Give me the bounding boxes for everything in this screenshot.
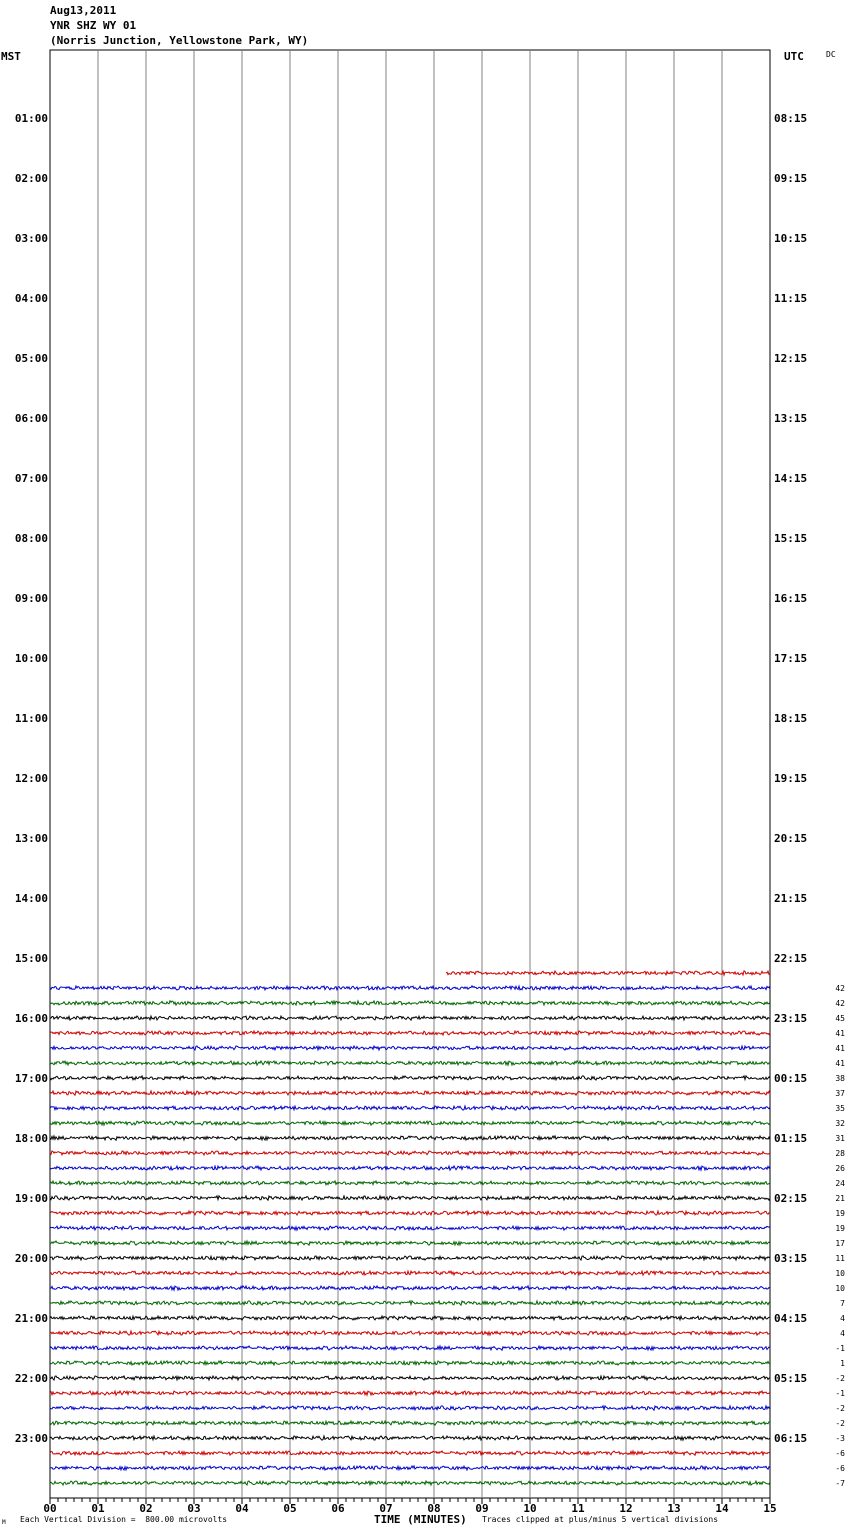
x-tick-label: 12 [619,1502,633,1515]
corner-mark: M [2,1519,6,1526]
utc-hour-label: 19:15 [774,772,808,785]
utc-hour-label: 11:15 [774,292,808,305]
utc-hour-label: 21:15 [774,892,808,905]
mst-hour-label: 02:00 [14,172,48,185]
row-value-label: 21 [835,1194,845,1203]
mst-zone-label: MST [1,50,21,63]
seismic-trace [50,1031,770,1035]
seismic-trace [50,1256,770,1260]
utc-hour-label: 10:15 [774,232,808,245]
row-value-label: 42 [835,984,845,993]
row-value-label: 17 [835,1239,845,1248]
x-tick-label: 11 [571,1502,585,1515]
utc-hour-label: 13:15 [774,412,808,425]
utc-hour-label: 12:15 [774,352,808,365]
utc-hour-label: 14:15 [774,472,808,485]
clip-note: Traces clipped at plus/minus 5 vertical divisions [482,1515,719,1524]
row-value-label: 38 [835,1074,845,1083]
seismic-trace [50,1376,770,1380]
row-value-label: 1 [840,1359,845,1368]
utc-hour-label: 01:15 [774,1132,808,1145]
mst-hour-label: 21:00 [14,1312,48,1325]
seismic-trace [50,1316,770,1320]
mst-hour-label: 14:00 [14,892,48,905]
row-value-label: 28 [835,1149,845,1158]
utc-hour-label: 00:15 [774,1072,808,1085]
row-value-label: -7 [835,1479,845,1488]
row-value-label: -2 [835,1419,845,1428]
seismic-trace [50,1061,770,1065]
x-tick-label: 05 [283,1502,297,1515]
row-value-label: -6 [835,1449,845,1458]
dc-label: DC [826,50,836,59]
seismic-trace [446,971,770,975]
x-tick-label: 02 [139,1502,153,1515]
seismic-trace [50,1331,770,1335]
header-date: Aug13,2011 [50,4,117,17]
utc-zone-label: UTC [784,50,804,63]
x-tick-label: 10 [523,1502,537,1515]
x-tick-label: 09 [475,1502,489,1515]
x-tick-label: 01 [91,1502,105,1515]
utc-hour-label: 18:15 [774,712,808,725]
mst-hour-label: 16:00 [14,1012,48,1025]
mst-hour-label: 11:00 [14,712,48,725]
seismic-trace [50,986,770,990]
row-value-label: 11 [835,1254,845,1263]
seismic-trace [50,1391,770,1395]
seismic-trace [50,1076,770,1080]
seismic-trace [50,1196,770,1200]
utc-hour-label: 16:15 [774,592,808,605]
seismic-trace [50,1181,770,1185]
row-value-label: -2 [835,1374,845,1383]
utc-hour-label: 05:15 [774,1372,808,1385]
seismic-trace [50,1301,770,1305]
seismic-trace [50,1481,770,1485]
x-tick-label: 03 [187,1502,201,1515]
utc-hour-label: 22:15 [774,952,808,965]
mst-hour-label: 19:00 [14,1192,48,1205]
mst-hour-label: 13:00 [14,832,48,845]
row-value-label: 32 [835,1119,845,1128]
mst-hour-label: 20:00 [14,1252,48,1265]
utc-hour-label: 08:15 [774,112,808,125]
x-tick-label: 04 [235,1502,249,1515]
row-value-label: -1 [835,1389,845,1398]
mst-hour-label: 15:00 [14,952,48,965]
seismic-trace [50,1226,770,1230]
seismic-trace [50,1136,770,1140]
mst-hour-label: 08:00 [14,532,48,545]
mst-hour-label: 05:00 [14,352,48,365]
mst-hour-label: 03:00 [14,232,48,245]
utc-hour-label: 04:15 [774,1312,808,1325]
x-tick-label: 08 [427,1502,441,1515]
header-location: (Norris Junction, Yellowstone Park, WY) [50,34,309,47]
x-tick-label: 07 [379,1502,393,1515]
plot-frame [50,50,770,1498]
seismic-trace [50,1421,770,1425]
seismic-trace [50,1211,770,1215]
row-value-label: 42 [835,999,845,1008]
utc-hour-label: 03:15 [774,1252,808,1265]
row-value-label: 31 [835,1134,845,1143]
utc-hour-label: 06:15 [774,1432,808,1445]
mst-hour-label: 06:00 [14,412,48,425]
seismic-trace [50,1241,770,1245]
x-tick-label: 00 [43,1502,57,1515]
row-value-label: -1 [835,1344,845,1353]
row-value-label: 35 [835,1104,845,1113]
seismic-trace [50,1091,770,1095]
mst-hour-label: 22:00 [14,1372,48,1385]
row-value-label: 26 [835,1164,845,1173]
mst-hour-label: 04:00 [14,292,48,305]
seismic-trace [50,1361,770,1365]
seismic-trace [50,1406,770,1410]
mst-hour-label: 12:00 [14,772,48,785]
seismic-trace [50,1001,770,1005]
row-value-label: -3 [835,1434,845,1443]
row-value-label: -2 [835,1404,845,1413]
seismic-trace [50,1121,770,1125]
mst-hour-label: 10:00 [14,652,48,665]
row-value-label: 19 [835,1209,845,1218]
mst-hour-label: 07:00 [14,472,48,485]
division-note: Each Vertical Division = 800.00 microvolts [20,1515,228,1524]
seismic-trace [50,1016,770,1020]
utc-hour-label: 23:15 [774,1012,808,1025]
row-value-label: 4 [840,1329,845,1338]
row-value-label: 10 [835,1269,845,1278]
row-value-label: 24 [835,1179,845,1188]
seismic-trace [50,1106,770,1110]
seismic-trace [50,1451,770,1455]
utc-hour-label: 09:15 [774,172,808,185]
utc-hour-label: 15:15 [774,532,808,545]
utc-hour-label: 20:15 [774,832,808,845]
x-axis-title: TIME (MINUTES) [374,1513,467,1526]
header-station: YNR SHZ WY 01 [50,19,137,32]
row-value-label: 10 [835,1284,845,1293]
row-value-label: 19 [835,1224,845,1233]
x-tick-label: 14 [715,1502,729,1515]
seismic-trace [50,1166,770,1170]
row-value-label: -6 [835,1464,845,1473]
row-value-label: 7 [840,1299,845,1308]
row-value-label: 41 [835,1059,845,1068]
mst-hour-label: 09:00 [14,592,48,605]
mst-hour-label: 01:00 [14,112,48,125]
seismic-trace [50,1286,770,1290]
x-tick-label: 13 [667,1502,681,1515]
mst-hour-label: 18:00 [14,1132,48,1145]
row-value-label: 41 [835,1029,845,1038]
row-value-label: 37 [835,1089,845,1098]
seismic-trace [50,1271,770,1275]
seismic-trace [50,1346,770,1350]
row-value-label: 4 [840,1314,845,1323]
seismic-trace [50,1436,770,1440]
row-value-label: 45 [835,1014,845,1023]
utc-hour-label: 02:15 [774,1192,808,1205]
utc-hour-label: 17:15 [774,652,808,665]
row-value-label: 41 [835,1044,845,1053]
x-tick-label: 15 [763,1502,777,1515]
seismic-trace [50,1046,770,1050]
mst-hour-label: 17:00 [14,1072,48,1085]
mst-hour-label: 23:00 [14,1432,48,1445]
seismic-trace [50,1151,770,1155]
seismic-trace [50,1466,770,1470]
x-tick-label: 06 [331,1502,345,1515]
